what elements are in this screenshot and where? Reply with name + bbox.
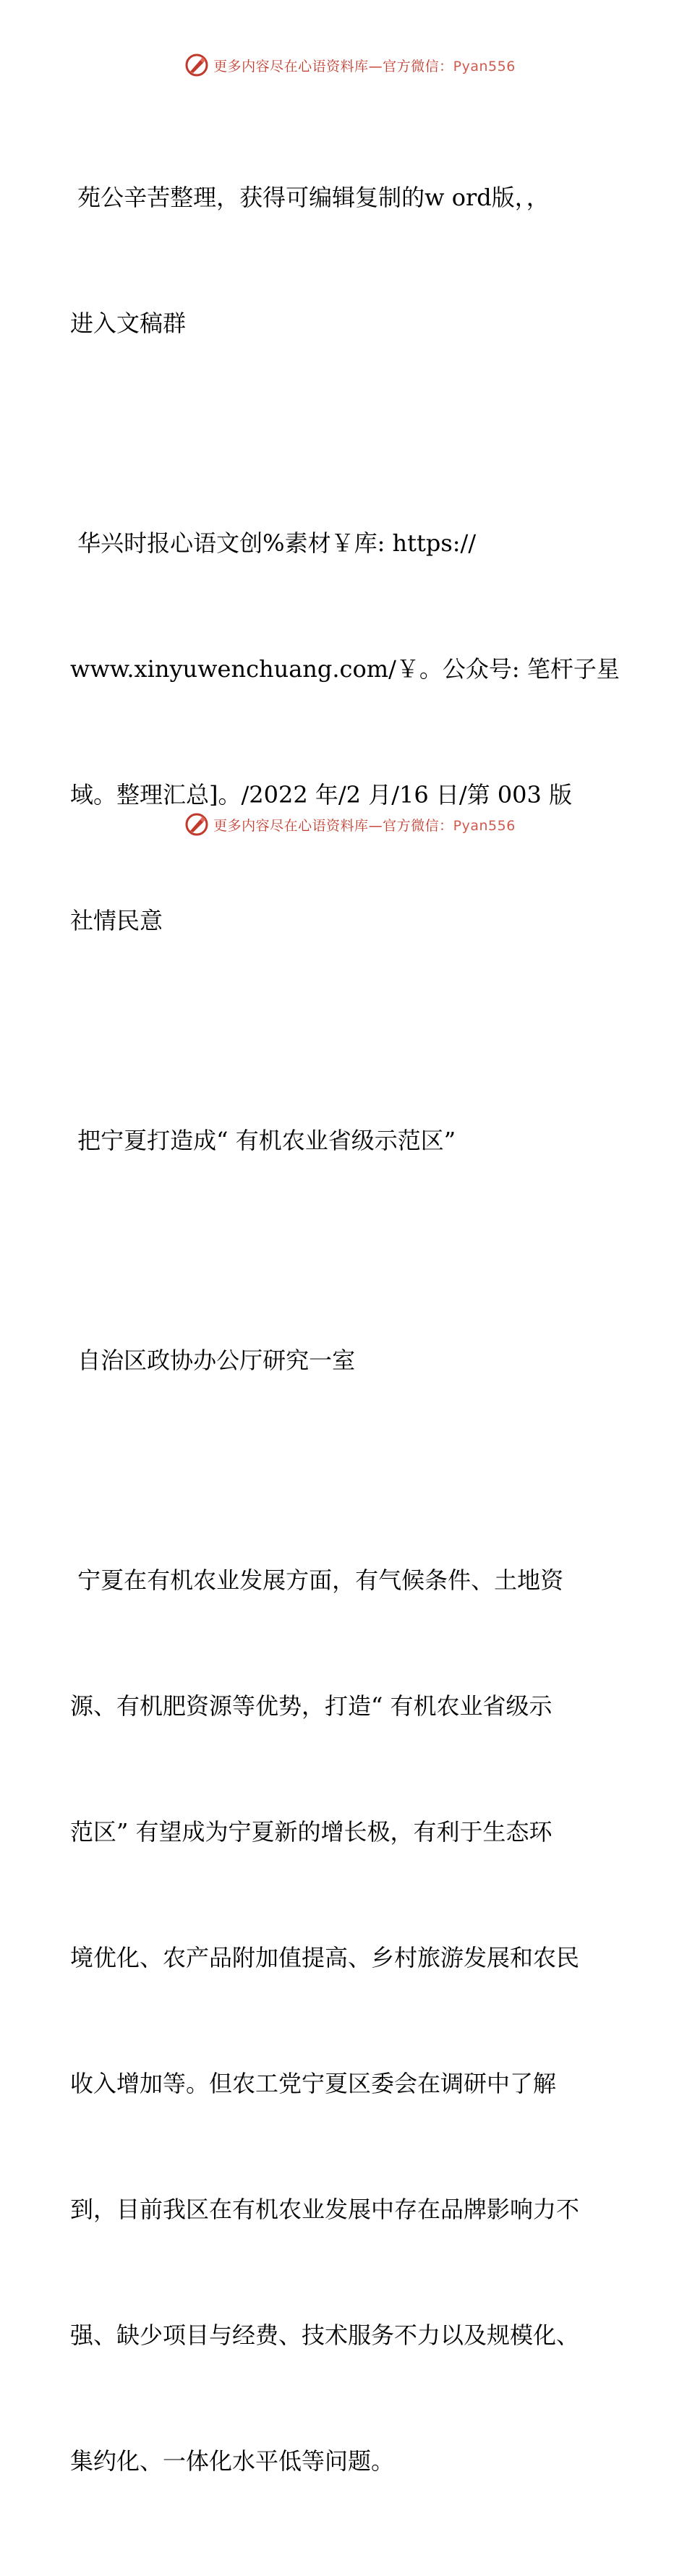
article-title <box>70 1036 620 1245</box>
text-line: 自治区政协办公厅研究一室 <box>70 1347 356 1374</box>
text-line: 苑公辛苦整理，获得可编辑复制的w ord版，， <box>70 184 550 211</box>
text-line: 范区” 有望成为宁夏新的增长极，有利于生态环 <box>70 1818 552 1846</box>
pen-logo-icon <box>184 812 209 837</box>
pen-logo-icon <box>184 53 209 77</box>
text-line: 社情民意 <box>70 907 163 934</box>
banner-label: 更多内容尽在心语资料库—官方微信： <box>213 817 453 834</box>
document-body <box>70 93 620 2576</box>
text-line: 进入文稿群 <box>70 310 187 337</box>
text-line: 境优化、农产品附加值提高、乡村旅游发展和农民 <box>70 1944 580 1971</box>
text-line: 强、缺少项目与经费、技术服务不力以及规模化、 <box>70 2321 580 2349</box>
header-watermark-banner <box>0 51 687 80</box>
article-author <box>70 1255 620 1465</box>
paragraph-intro <box>70 93 620 428</box>
banner-wechat-handle: Pyan556 <box>453 58 516 74</box>
text-line: 宁夏在有机农业发展方面，有气候条件、土地资 <box>70 1566 564 1594</box>
text-line: 源、有机肥资源等优势，打造“ 有机农业省级示 <box>70 1692 552 1720</box>
paragraph-source <box>70 438 620 1025</box>
text-line: 收入增加等。但农工党宁夏区委会在调研中了解 <box>70 2070 557 2097</box>
paragraph-body <box>70 1475 620 2566</box>
footer-banner-content <box>184 812 516 837</box>
text-line: 华兴时报心语文创%素材￥库: https:// <box>70 529 477 557</box>
banner-label: 更多内容尽在心语资料库—官方微信： <box>213 58 453 74</box>
text-line: 集约化、一体化水平低等问题。 <box>70 2447 395 2475</box>
banner-wechat-handle: Pyan556 <box>453 817 516 834</box>
banner-text <box>213 815 516 835</box>
footer-watermark-banner <box>0 810 687 839</box>
text-line: www.xinyuwenchuang.com/￥。公众号: 笔杆子星 <box>70 655 620 683</box>
text-line: 把宁夏打造成“ 有机农业省级示范区” <box>70 1127 456 1154</box>
text-line: 到，目前我区在有机农业发展中存在品牌影响力不 <box>70 2196 580 2223</box>
header-banner-content <box>184 53 516 77</box>
banner-text <box>213 56 516 75</box>
text-line: 域。整理汇总]。/2022 年/2 月/16 日/第 003 版 <box>70 781 573 809</box>
